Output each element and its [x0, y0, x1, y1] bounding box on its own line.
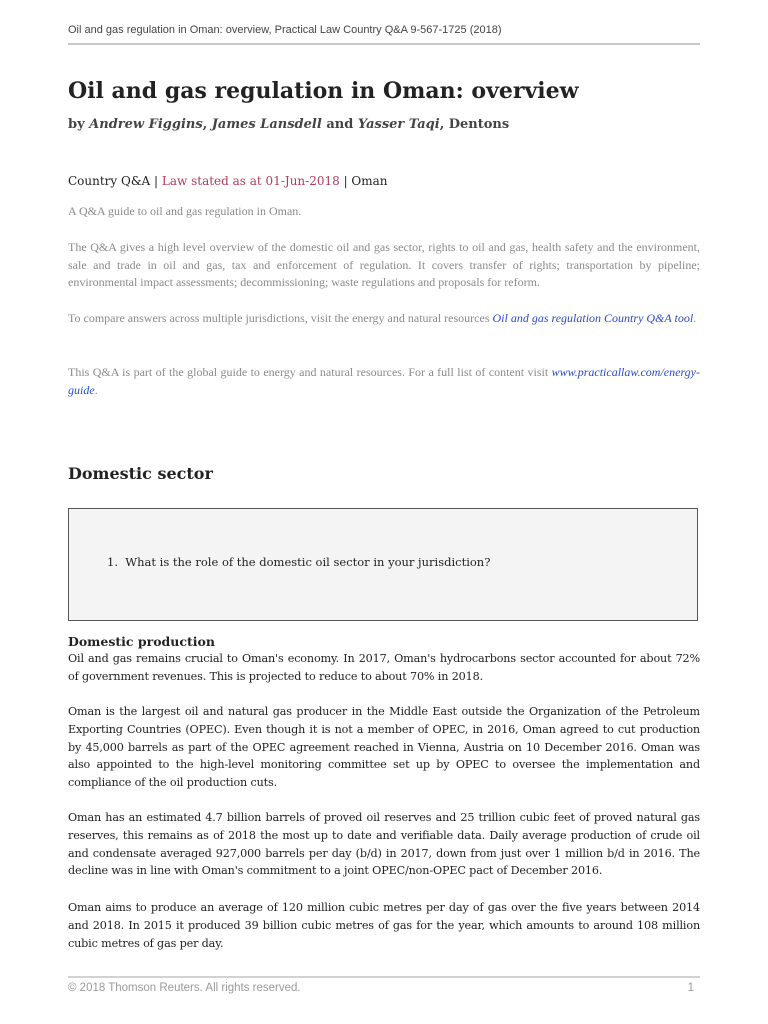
intro-text: .	[693, 311, 697, 325]
body-paragraph: Oman is the largest oil and natural gas producer in the Middle East outside the Organization of the Petroleum Exporting Countries (OPEC). Even though it is not a member of OPEC, in 2016, Oman agreed to cut production by 45,000 barrels as part of the OPEC agreement reached in Vienna, Austria on 10 December 2016. Oman was also appointed to the high-level monitoring committee set up by OPEC to oversee the implementation and compliance of the oil production cuts.	[68, 705, 700, 790]
copyright: © 2018 Thomson Reuters. All rights reserved.	[68, 982, 301, 994]
intro-paragraph: A Q&A guide to oil and gas regulation in Oman.	[68, 204, 302, 218]
law-stated-date: Law stated as at 01-Jun-2018	[161, 174, 340, 188]
question	[107, 555, 490, 569]
meta-separator: |	[150, 174, 162, 188]
document-header: Oil and gas regulation in Oman: overview, Practical Law Country Q&A 9-567-1725 (2018)	[68, 24, 502, 36]
intro-text: .	[94, 382, 98, 397]
intro-paragraph: The Q&A gives a high level overview of the domestic oil and gas sector, rights to oil and gas, health safety and the environment, sale and trade in oil and gas, tax and enforcement of regulation. It covers transfer of rights; transportation by pipeline; environmental impact assessments; decommissioning; waste regulations and proposals for reform.	[68, 240, 700, 289]
subsection-title: Domestic production	[68, 634, 215, 649]
intro-paragraph	[68, 364, 700, 399]
question-number: 1.	[107, 555, 118, 569]
section-title: Domestic sector	[68, 464, 213, 483]
intro-text: To compare answers across multiple jurisdictions, visit the energy and natural resources	[68, 311, 493, 325]
author-link[interactable]: James Lansdell	[211, 117, 322, 132]
jurisdiction: Oman	[351, 174, 388, 188]
question-text: What is the role of the domestic oil sector in your jurisdiction?	[125, 555, 491, 569]
page-number: 1	[687, 982, 694, 994]
energy-guide-link[interactable]: www.practicallaw.com/energy-guide	[68, 365, 700, 397]
meta-separator: |	[339, 174, 352, 188]
byline-firm: , Dentons	[439, 117, 510, 132]
author-link[interactable]: Yasser Taqi	[357, 117, 440, 132]
byline-separator: and	[321, 117, 358, 132]
intro-text: This Q&A is part of the global guide to energy and natural resources. For a full list of content visit	[68, 365, 552, 379]
country-qa-tool-link[interactable]: Oil and gas regulation Country Q&A tool	[492, 311, 694, 325]
page-title: Oil and gas regulation in Oman: overview	[68, 78, 579, 104]
intro-paragraph	[68, 310, 700, 328]
body-paragraph: Oman has an estimated 4.7 billion barrels of proved oil reserves and 25 trillion cubic feet of proved natural gas reserves, this remains as of 2018 the most up to date and verifiable data. Daily average production of crude oil and condensate averaged 927,000 barrels per day (b/d) in 2017, down from just over 1 million b/d in 2016. The decline was in line with Oman's commitment to a joint OPEC/non-OPEC pact of December 2016.	[68, 811, 700, 878]
author-link[interactable]: Andrew Figgins	[89, 117, 203, 132]
footer-divider	[68, 976, 700, 978]
byline-separator: ,	[202, 117, 212, 132]
resource-meta	[68, 174, 388, 188]
byline-prefix: by	[68, 117, 90, 132]
body-paragraph: Oman aims to produce an average of 120 million cubic metres per day of gas over the five years between 2014 and 2018. In 2015 it produced 39 billion cubic metres of gas for the year, which amounts to around 108 million cubic metres of gas per day.	[68, 901, 700, 950]
resource-type: Country Q&A	[68, 174, 151, 188]
body-paragraph: Oil and gas remains crucial to Oman's economy. In 2017, Oman's hydrocarbons sector accounted for about 72% of government revenues. This is projected to reduce to about 70% in 2018.	[68, 652, 700, 683]
header-divider	[68, 43, 700, 45]
question-box	[68, 508, 698, 621]
byline	[68, 117, 509, 132]
